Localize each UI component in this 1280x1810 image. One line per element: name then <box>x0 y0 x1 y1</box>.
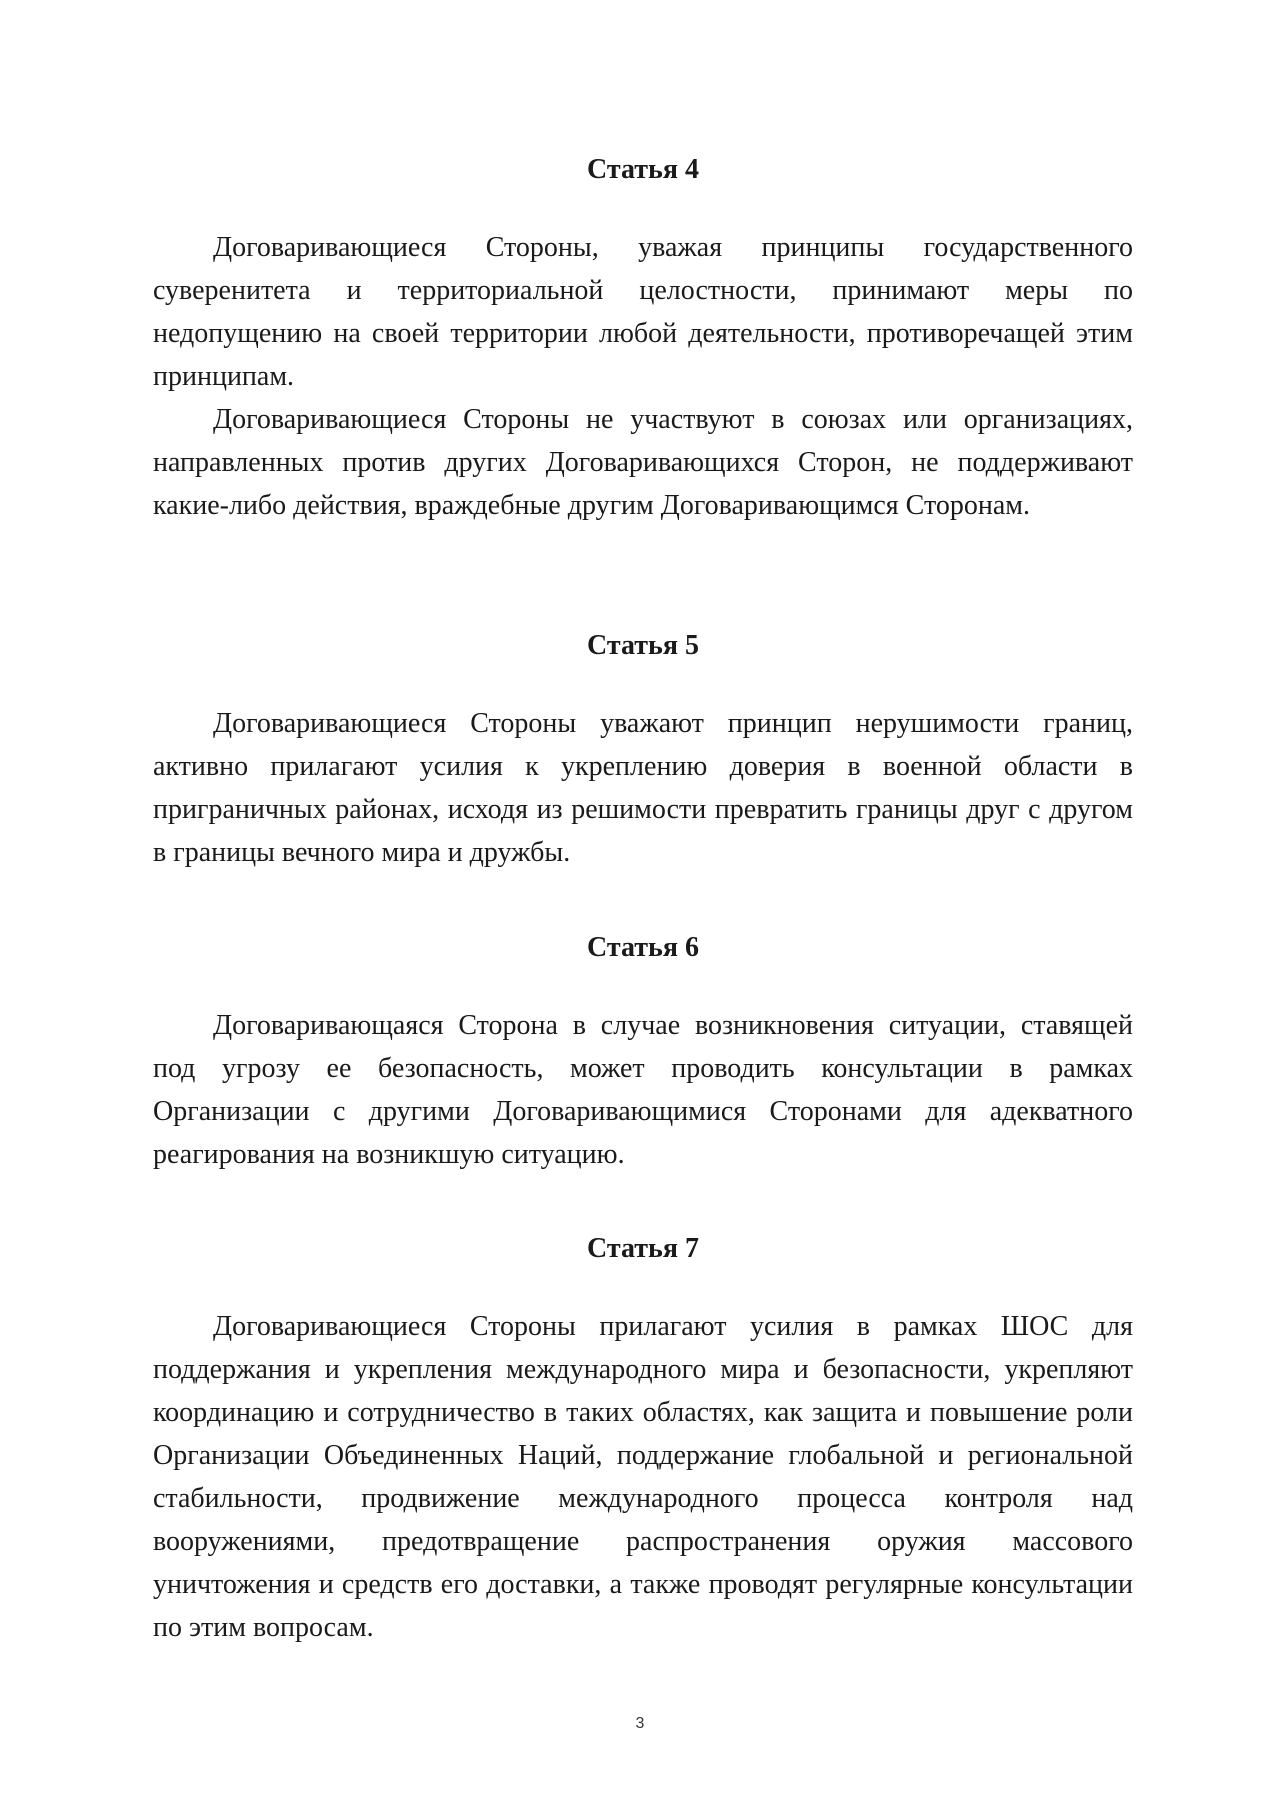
article-title: Статья 7 <box>587 1233 699 1264</box>
page-number: 3 <box>635 1715 645 1732</box>
article-title: Статья 4 <box>587 154 699 185</box>
article-paragraph: Договаривающиеся Стороны, уважая принципы государственного суверенитета и территориальной целостности, принимают меры по недопущению на своей территории любой деятельности, противоречащей этим принципам. <box>153 232 1133 392</box>
article-title: Статья 5 <box>587 630 699 661</box>
article-title: Статья 6 <box>587 932 699 963</box>
article-paragraph: Договаривающиеся Стороны прилагают усилия в рамках ШОС для поддержания и укрепления международного мира и безопасности, укрепляют координацию и сотрудничество в таких областях, как защита и повышение роли Организации Объединенных Наций, поддержание глобальной и региональной стабильности, продвижение международного процесса контроля над вооружениями, предотвращение распространения оружия массового уничтожения и средств его доставки, а также проводят регулярные консультации по этим вопросам. <box>153 1311 1133 1643</box>
article-paragraph: Договаривающаяся Сторона в случае возникновения ситуации, ставящей под угрозу ее безопасность, может проводить консультации в рамках Организации с другими Договаривающимися Сторонами для адекватного реагирования на возникшую ситуацию. <box>153 1010 1133 1170</box>
article-4 <box>153 150 1133 527</box>
article-5 <box>153 626 1133 874</box>
article-paragraph: Договаривающиеся Стороны не участвуют в союзах или организациях, направленных против других Договаривающихся Сторон, не поддерживают какие-либо действия, враждебные другим Договаривающимся Сторонам. <box>153 404 1133 521</box>
article-paragraph: Договаривающиеся Стороны уважают принцип нерушимости границ, активно прилагают усилия к укреплению доверия в военной области в приграничных районах, исходя из решимости превратить границы друг с другом в границы вечного мира и дружбы. <box>153 708 1133 868</box>
article-6 <box>153 928 1133 1176</box>
article-7 <box>153 1229 1133 1649</box>
